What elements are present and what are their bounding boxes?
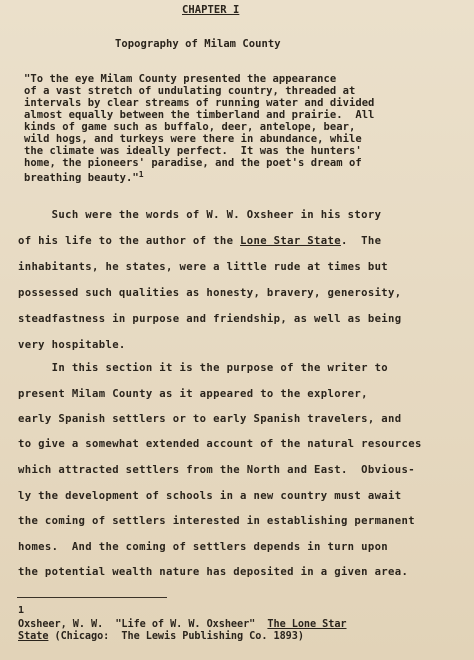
body-line: possessed such qualities as honesty, bravery, generosity, xyxy=(18,287,402,299)
quote-line: wild hogs, and turkeys were there in abundance, while xyxy=(24,133,362,145)
body-line xyxy=(18,235,381,247)
body-line: early Spanish settlers or to early Spanish travelers, and xyxy=(18,413,402,425)
footnote-book-title: The Lone Star xyxy=(267,619,347,630)
footnote-number: 1 xyxy=(18,605,25,616)
body-line: steadfastness in purpose and friendship, as well as being xyxy=(18,313,402,325)
body-text: of his life to the author of the xyxy=(18,235,241,247)
body-line: Such were the words of W. W. Oxsheer in his story xyxy=(18,209,382,221)
quote-text: breathing beauty." xyxy=(24,172,139,184)
chapter-heading xyxy=(182,4,239,16)
body-text: . The xyxy=(340,235,382,247)
body-line: homes. And the coming of settlers depends in turn upon xyxy=(18,541,389,553)
body-line: the coming of settlers interested in establishing permanent xyxy=(18,515,415,527)
section-title: Topography of Milam County xyxy=(115,38,281,50)
book-title: Lone Star State xyxy=(240,235,341,247)
footnote-rule xyxy=(17,597,167,598)
footnote-marker: 1 xyxy=(138,170,144,179)
quote-line: "To the eye Milam County presented the appearance xyxy=(24,73,337,85)
chapter-heading-text: CHAPTER I xyxy=(182,4,240,16)
quote-line-last xyxy=(24,169,144,184)
footnote-book-title: State xyxy=(18,631,49,642)
body-line: which attracted settlers from the North and East. Obvious- xyxy=(18,464,415,476)
body-line: very hospitable. xyxy=(18,339,126,351)
body-line: to give a somewhat extended account of the natural resources xyxy=(18,438,422,450)
body-line: present Milam County as it appeared to the explorer, xyxy=(18,388,368,400)
footnote-line xyxy=(18,619,347,631)
quote-line: of a vast stretch of undulating country, threaded at xyxy=(24,85,356,97)
quote-line: home, the pioneers' paradise, and the poet's dream of xyxy=(24,157,362,169)
footnote-text: Oxsheer, W. W. "Life of W. W. Oxsheer" xyxy=(18,619,268,630)
quote-line: almost equally between the timberland and prairie. All xyxy=(24,109,375,121)
body-line: ly the development of schools in a new country must await xyxy=(18,490,402,502)
footnote-text: (Chicago: The Lewis Publishing Co. 1893) xyxy=(48,631,304,642)
body-line: In this section it is the purpose of the writer to xyxy=(18,362,389,374)
body-line: inhabitants, he states, were a little rude at times but xyxy=(18,261,389,273)
quote-line: kinds of game such as buffalo, deer, antelope, bear, xyxy=(24,121,356,133)
body-line: the potential wealth nature has deposited in a given area. xyxy=(18,566,409,578)
quote-line: intervals by clear streams of running water and divided xyxy=(24,97,375,109)
footnote-line xyxy=(18,631,304,643)
quote-line: the climate was ideally perfect. It was the hunters' xyxy=(24,145,362,157)
